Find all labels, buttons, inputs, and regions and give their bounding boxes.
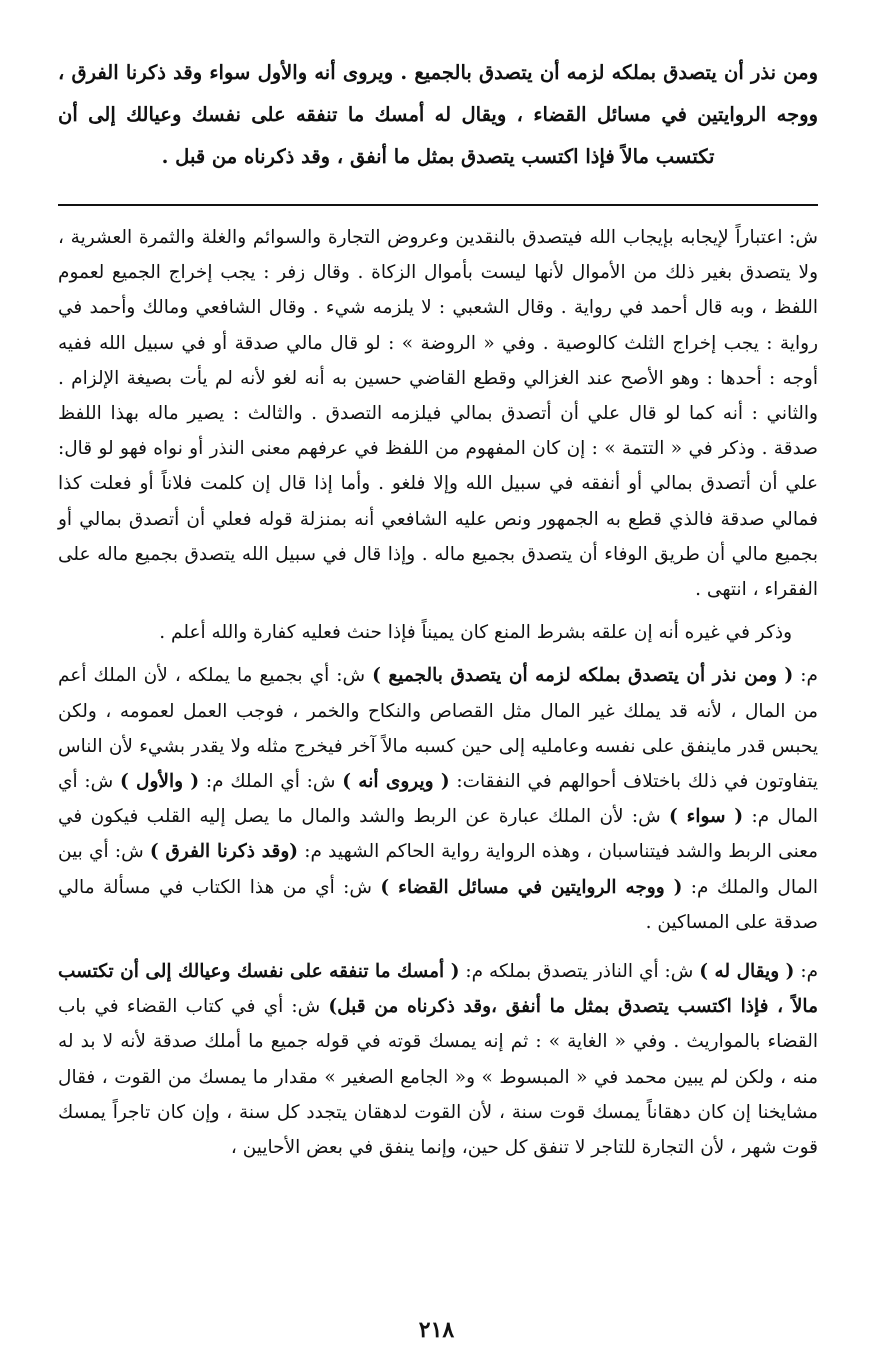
commentary: ش: أي بين المال والملك م: <box>58 841 818 898</box>
commentary: ش: أي الملك م: <box>199 771 343 793</box>
matn-quote: ( والأول ) <box>119 771 200 793</box>
page-number: ٢١٨ <box>418 1317 455 1343</box>
matn-text: ومن نذر أن يتصدق بملكه لزمه أن يتصدق بالجميع . ويروى أنه والأول سواء وقد ذكرنا الفرق ، ووجه الروايتين في مسائل القضاء ، ويقال له أمسك ما تنفقه على نفسك وعيالك إلى أن تكتسب مالاً فإذا اكتسب يتصدق بمثل ما أنفق ، وقد ذكرناه من قبل . <box>58 61 818 168</box>
matn-quote: ( ويروى أنه ) <box>342 771 450 793</box>
commentary: ش: أي المال م: <box>58 771 819 828</box>
separator-rule <box>58 204 818 206</box>
marker: م: <box>793 665 818 687</box>
commentary: ش: أي الناذر يتصدق بملكه م: <box>459 961 700 983</box>
matn-quote: (وقد ذكرنا الفرق ) <box>149 841 299 863</box>
matn-quote: ( ومن نذر أن يتصدق بملكه لزمه أن يتصدق بالجميع ) <box>372 665 794 687</box>
commentary: ش: أي بجميع ما يملكه ، لأن الملك أعم من المال ، لأنه قد يملك غير المال مثل القصاص والنكاح والخمر ، فوجب العمل لعمومه ، ولكن يحبس قدر ماينفق على نفسه وعامليه إلى حين كسبه مالاً آخر فيخرج مثله ولا يقدر بشيء لأن الناس يتفاوتون في ذلك باختلاف أحوالهم في النفقات: <box>58 665 818 793</box>
commentary: ش: أي في كتاب القضاء في باب القضاء بالمواريث . وفي « الغاية » : ثم إنه يمسك قوته في قوله جميع ما أملك صدقة لأنه لا بد له منه ، ولكن لم يبين محمد في « المبسوط » و« الجامع الصغير » مقدار ما يمسك من القوت ، فقال مشايخنا إن كان دهقاناً يمسك قوت سنة ، لأن القوت لدهقان يتجدد كل سنة ، وإن كان تاجراً يمسك قوت شهر ، لأن التجارة للتاجر لا تنفق كل حين، وإنما ينفق في بعض الأحايين ، <box>58 996 818 1159</box>
marker: م: <box>794 961 819 983</box>
matn-quote: ( ويقال له ) <box>699 961 795 983</box>
sharh-paragraph-1: ش: اعتباراً لإيجابه بإيجاب الله فيتصدق بالنقدين وعروض التجارة والسوائم والغلة والثمرة العشرية ، ولا يتصدق بغير ذلك من الأموال لأنها ليست بأموال الزكاة . وقال زفر : يجب إخراج الجميع لعموم اللفظ ، وبه قال أحمد في رواية . وقال الشعبي : لا يلزمه شيء . وقال الشافعي ومالك وأحمد في رواية : يجب إخراج الثلث كالوصية . وفي « الروضة » : لو قال مالي صدقة أو في سبيل الله ففيه أوجه : أحدها : وهو الأصح عند الغزالي وقطع القاضي حسين به أنه لغو لأنه لم يأت بصيغة الإلزام . والثاني : أنه كما لو قال علي أن أتصدق بمالي فيلزمه التصدق . والثالث : يصير ماله بهذا اللفظ صدقة . وذكر في « التتمة » : إن كان المفهوم من اللفظ في عرفهم معنى النذر أو نواه فهو لو قال: علي أن أتصدق بمالي أو أنفقه في سبيل الله وإلا فلغو . وأما إذا قال إن كلمت فلاناً أو فعلت كذا فمالي صدقة فالذي قطع به الجمهور ونص عليه الشافعي أنه بمنزلة قوله فعلي أن أتصدق بمالي أو بجميع مالي أن طريق الوفاء أن يتصدق بجميع ماله . وإذا قال في سبيل الله يتصدق بجميع ماله على الفقراء ، انتهى . <box>58 227 818 601</box>
sharh-paragraph-2: وذكر في غيره أنه إن علقه بشرط المنع كان يميناً فإذا حنث فعليه كفارة والله أعلم . <box>159 622 792 644</box>
matn-quote: ( سواء ) <box>669 806 744 828</box>
matn-quote: ( ووجه الروايتين في مسائل القضاء ) <box>380 876 683 898</box>
commentary: ش: أي من هذا الكتاب في مسألة مالي صدقة على المساكين . <box>58 876 818 933</box>
sharh-paragraph-3 <box>58 658 818 940</box>
page-body <box>58 52 818 1371</box>
sharh-paragraph-4 <box>58 954 818 1165</box>
matn-quote: ( أمسك ما تنفقه على نفسك وعيالك إلى أن تكتسب مالاً ، فإذا اكتسب يتصدق بمثل ما أنفق ،وقد ذكرناه من قبل) <box>58 961 818 1018</box>
commentary: ش: لأن الملك عبارة عن الربط والشد والمال ما يصل إليه القلب فيكون في معنى الربط والشد فيتناسبان ، وهذه الرواية رواية الحاكم الشهيد م: <box>58 806 818 863</box>
